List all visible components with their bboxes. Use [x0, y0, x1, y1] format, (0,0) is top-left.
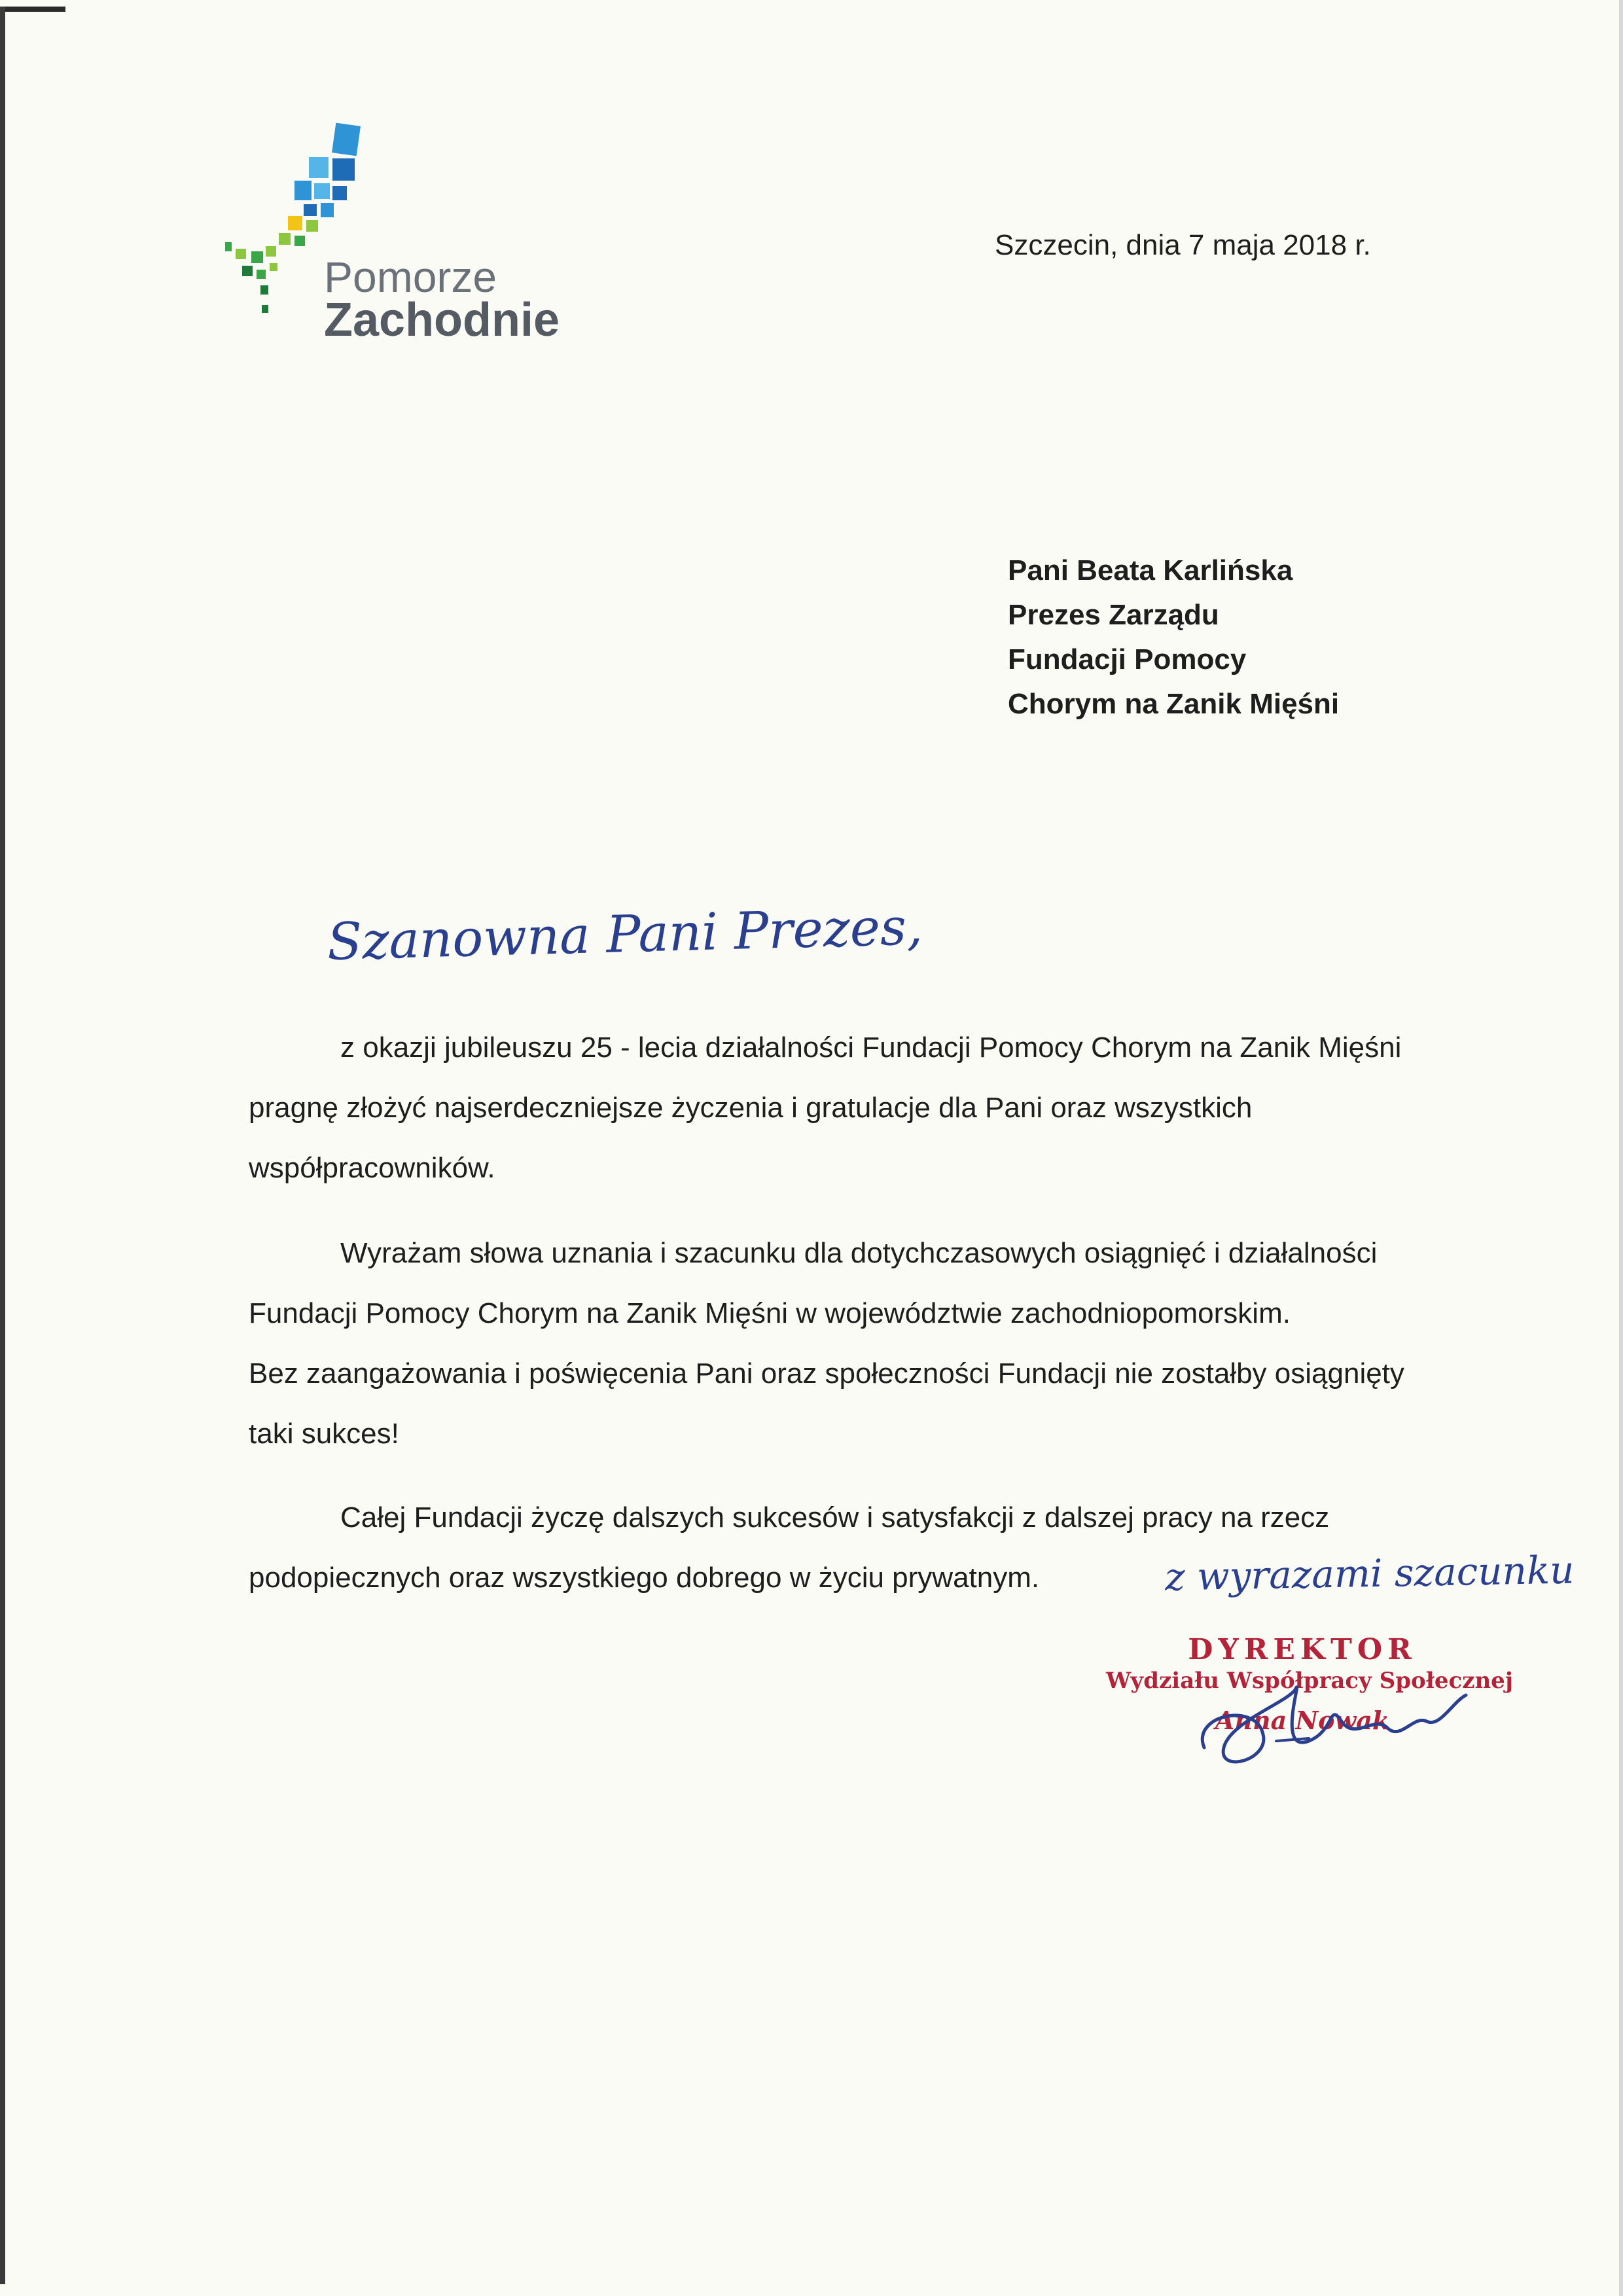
recipient-title: Prezes Zarządu: [1008, 599, 1219, 631]
body-line: Całej Fundacji życzę dalszych sukcesów i satysfakcji z dalszej pracy na rzecz: [340, 1501, 1330, 1534]
handwritten-signature: [1178, 1676, 1479, 1793]
scan-edge-top: [0, 7, 65, 12]
recipient-block: [1008, 548, 1339, 726]
body-line: współpracowników.: [249, 1152, 495, 1184]
body-line: Wyrażam słowa uznania i szacunku dla dotychczasowych osiągnięć i działalności: [340, 1237, 1378, 1269]
handwritten-salutation: Szanowna Pani Prezes,: [326, 897, 923, 972]
logo-text-line2: Zachodnie: [324, 294, 560, 346]
scan-edge-left: [0, 7, 5, 2284]
stamp-title: DYREKTOR: [1188, 1633, 1417, 1666]
recipient-org-line2: Chorym na Zanik Mięśni: [1008, 688, 1340, 720]
body-line: taki sukces!: [249, 1418, 399, 1450]
body-line: Bez zaangażowania i poświęcenia Pani oraz społeczności Fundacji nie zostałby osiągnięty: [249, 1357, 1404, 1390]
body-line: z okazji jubileuszu 25 - lecia działalności Fundacji Pomocy Chorym na Zanik Mięśni: [340, 1031, 1402, 1064]
stamp-department: Wydziału Współpracy Społecznej: [1106, 1668, 1514, 1694]
letter-date: Szczecin, dnia 7 maja 2018 r.: [995, 229, 1371, 261]
body-line: Fundacji Pomocy Chorym na Zanik Mięśni w województwie zachodniopomorskim.: [249, 1297, 1291, 1329]
handwritten-closing: z wyrazami szacunku: [1164, 1547, 1575, 1600]
body-line: pragnę złożyć najserdeczniejsze życzenia i gratulacje dla Pani oraz wszystkich: [249, 1092, 1253, 1124]
recipient-name: Pani Beata Karlińska: [1008, 554, 1293, 586]
scan-edge-right: [1619, 0, 1623, 2296]
body-line: podopiecznych oraz wszystkiego dobrego w życiu prywatnym.: [249, 1562, 1040, 1594]
recipient-org-line1: Fundacji Pomocy: [1008, 643, 1247, 675]
region-logo: [223, 118, 563, 353]
logo-text-line1: Pomorze: [324, 253, 497, 301]
stamp-name: Anna Nowak: [1215, 1706, 1390, 1735]
